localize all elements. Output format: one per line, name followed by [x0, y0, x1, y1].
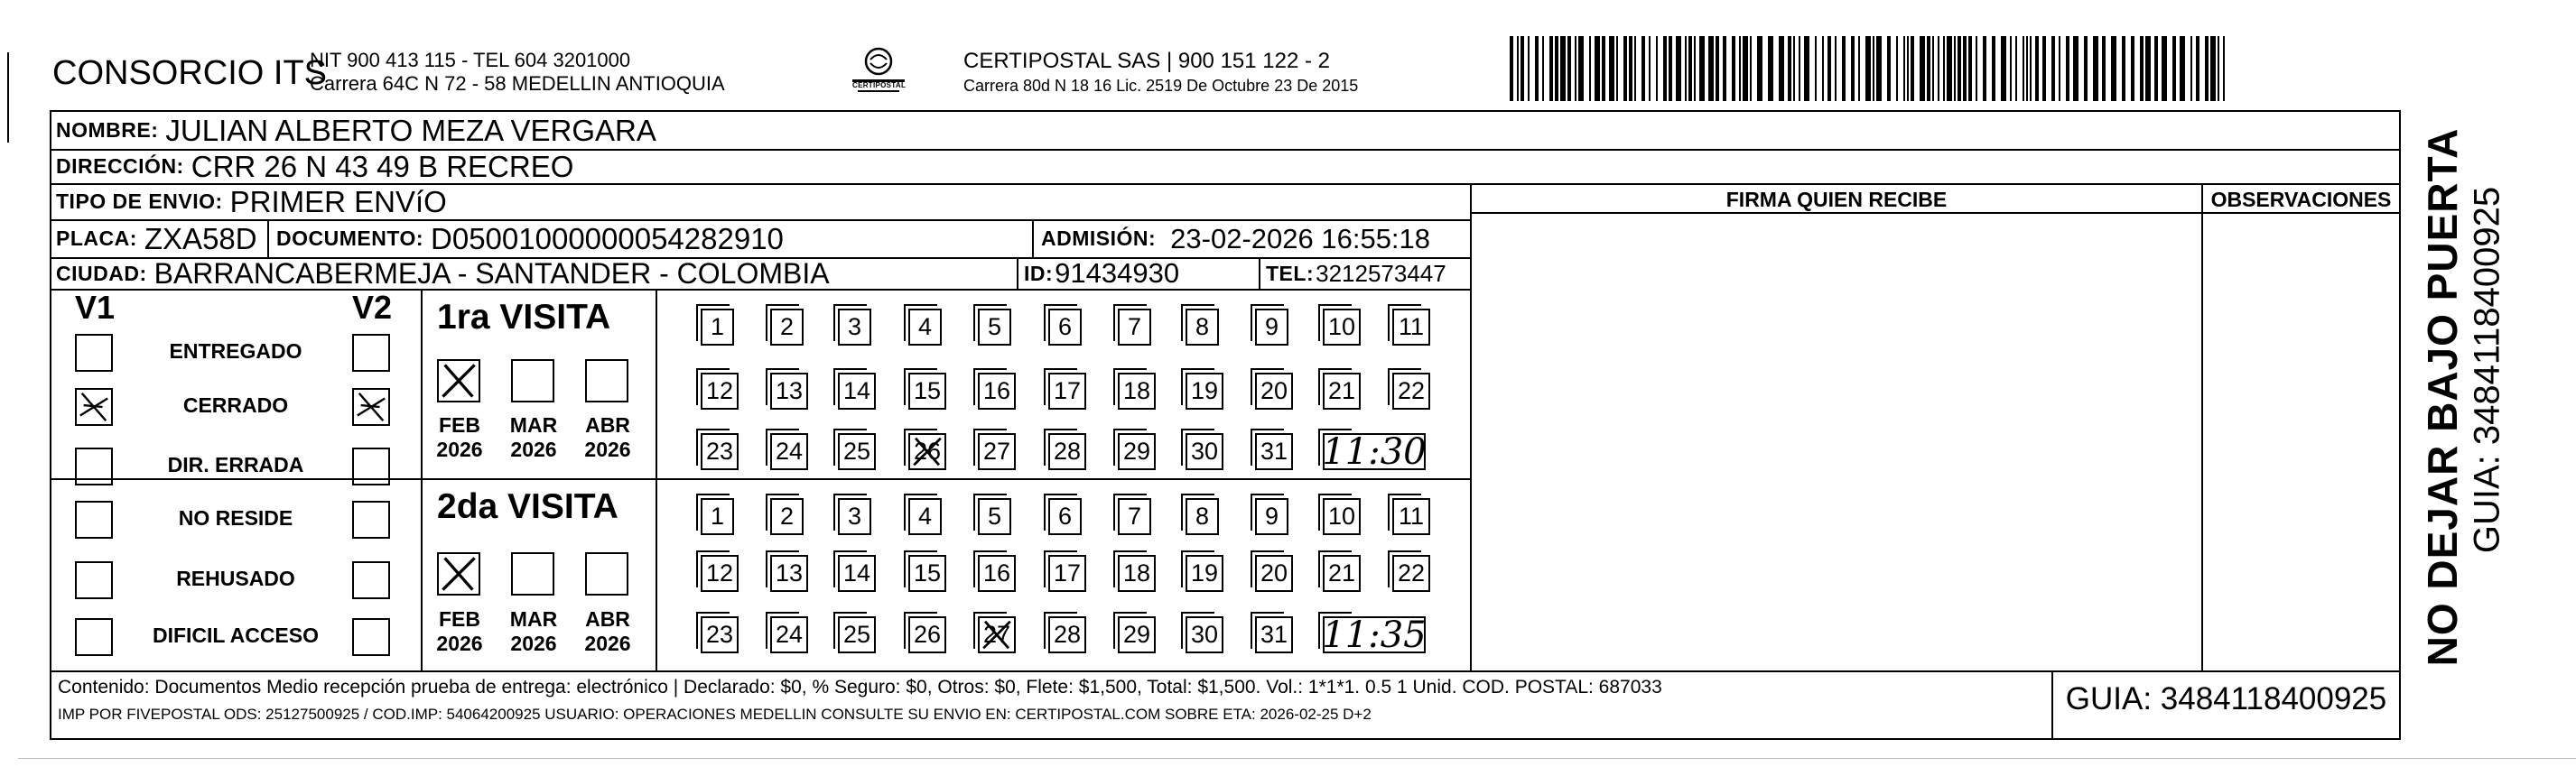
day-number: 16	[982, 559, 1011, 587]
month-name: FEB	[439, 413, 480, 437]
admision-value: 23-02-2026 16:55:18	[1170, 222, 1431, 254]
day-number: 26	[913, 438, 942, 465]
day-box[interactable]	[1392, 373, 1430, 410]
day-box[interactable]	[908, 433, 946, 470]
month-name: ABR	[585, 413, 630, 437]
carrier-address: Carrera 80d N 18 16 Lic. 2519 De Octubre 23 De 2015	[963, 77, 1359, 95]
day-box[interactable]	[978, 498, 1011, 535]
day-number: 26	[913, 621, 942, 648]
day-box[interactable]	[978, 309, 1011, 346]
day-number: 18	[1122, 377, 1151, 404]
day-box[interactable]	[701, 433, 739, 470]
handwritten-time: 11:35	[1322, 614, 1427, 656]
direccion-label: DIRECCIÓN:	[56, 154, 184, 178]
day-number: 29	[1122, 438, 1151, 465]
admision-label: ADMISIÓN:	[1041, 226, 1157, 250]
day-number: 10	[1327, 503, 1356, 530]
certipostal-logo	[849, 45, 908, 99]
time-box[interactable]	[1322, 430, 1427, 473]
day-box[interactable]	[1118, 433, 1156, 470]
day-box[interactable]	[1186, 616, 1223, 653]
month-checkbox[interactable]	[511, 552, 554, 596]
day-box[interactable]	[908, 373, 946, 410]
month-year: 2026	[584, 438, 631, 461]
day-box[interactable]	[838, 433, 876, 470]
day-box[interactable]	[1392, 555, 1430, 592]
month-checkbox[interactable]	[585, 552, 628, 596]
day-box[interactable]	[701, 373, 739, 410]
documento-value: D05001000000054282910	[431, 221, 784, 255]
day-box[interactable]	[838, 373, 876, 410]
month-label	[430, 607, 489, 656]
day-box[interactable]	[1186, 555, 1223, 592]
tel-value: 3212573447	[1316, 259, 1446, 287]
v1-checkbox[interactable]	[75, 501, 113, 539]
day-box[interactable]	[1255, 616, 1293, 653]
day-box[interactable]	[838, 309, 871, 346]
v1-header: V1	[75, 289, 116, 326]
day-box[interactable]	[1323, 373, 1361, 410]
x-mark-icon	[439, 361, 479, 401]
status-label: REHUSADO	[176, 567, 295, 590]
id-value: 91434930	[1055, 257, 1180, 289]
day-box[interactable]	[1392, 498, 1430, 535]
visit-title: 1ra VISITA	[437, 298, 611, 337]
day-box[interactable]	[1186, 433, 1223, 470]
day-box[interactable]	[1118, 616, 1156, 653]
day-number: 23	[705, 621, 734, 648]
day-number: 9	[1264, 313, 1279, 340]
nombre-value: JULIAN ALBERTO MEZA VERGARA	[165, 113, 656, 147]
x-mark-icon	[439, 554, 479, 594]
v1-checkbox[interactable]	[75, 561, 113, 599]
day-box[interactable]	[770, 498, 804, 535]
day-number: 19	[1190, 559, 1219, 587]
visit-title: 2da VISITA	[437, 487, 618, 526]
day-number: 27	[982, 438, 1011, 465]
company-name: CONSORCIO ITS	[52, 54, 328, 92]
day-box[interactable]	[978, 433, 1016, 470]
month-name: FEB	[439, 607, 480, 631]
month-year: 2026	[510, 632, 557, 655]
day-box[interactable]	[1048, 433, 1086, 470]
day-number: 18	[1122, 559, 1151, 587]
tel-label: TEL:	[1266, 261, 1315, 285]
day-box[interactable]	[1186, 373, 1223, 410]
day-box[interactable]	[701, 309, 734, 346]
day-number: 15	[913, 377, 942, 404]
day-box[interactable]	[908, 616, 946, 653]
day-number: 29	[1122, 621, 1151, 648]
day-box[interactable]	[1323, 309, 1361, 346]
day-box[interactable]	[978, 373, 1016, 410]
company-nit: NIT 900 413 115 - TEL 604 3201000	[310, 49, 631, 71]
day-number: 8	[1195, 503, 1210, 530]
day-number: 7	[1127, 313, 1142, 340]
day-number: 3	[847, 503, 862, 530]
company-address: Carrera 64C N 72 - 58 MEDELLIN ANTIOQUIA	[310, 72, 725, 95]
v2-checkbox[interactable]	[352, 618, 390, 656]
check-mark-icon	[77, 390, 111, 424]
day-number: 1	[710, 313, 725, 340]
logo-text: CERTIPOSTAL	[852, 81, 907, 89]
day-number: 13	[775, 559, 804, 587]
day-number: 5	[987, 503, 1002, 530]
day-number: 15	[913, 559, 942, 587]
v1-checkbox[interactable]	[75, 388, 113, 426]
day-number: 6	[1057, 503, 1073, 530]
day-box[interactable]	[701, 498, 734, 535]
day-number: 21	[1327, 559, 1356, 587]
day-number: 28	[1053, 438, 1082, 465]
day-box[interactable]	[1323, 555, 1361, 592]
status-label: DIR. ERRADA	[167, 453, 304, 476]
day-number: 4	[917, 503, 933, 530]
v2-checkbox[interactable]	[352, 561, 390, 599]
day-number: 16	[982, 377, 1011, 404]
signature-area[interactable]	[1472, 214, 2201, 670]
v2-checkbox[interactable]	[352, 334, 390, 372]
nombre-label: NOMBRE:	[56, 118, 159, 142]
v2-header: V2	[352, 289, 393, 326]
day-number: 1	[710, 503, 725, 530]
v2-checkbox[interactable]	[352, 501, 390, 539]
day-number: 4	[917, 313, 933, 340]
tipo-envio-label: TIPO DE ENVIO:	[56, 189, 223, 213]
day-number: 24	[775, 438, 804, 465]
day-number: 2	[779, 503, 795, 530]
day-box[interactable]	[770, 373, 808, 410]
day-box[interactable]	[770, 433, 808, 470]
day-number: 31	[1260, 621, 1288, 648]
month-name: ABR	[585, 607, 630, 631]
v1-checkbox[interactable]	[75, 448, 113, 485]
day-box[interactable]	[1118, 555, 1156, 592]
day-number: 10	[1327, 313, 1356, 340]
day-box[interactable]	[908, 555, 946, 592]
day-box[interactable]	[838, 555, 876, 592]
certipostal-logo-icon	[849, 45, 908, 99]
day-box[interactable]	[1048, 555, 1086, 592]
day-number: 25	[842, 621, 871, 648]
documento-label: DOCUMENTO:	[276, 226, 424, 250]
day-box[interactable]	[1186, 309, 1219, 346]
status-label: NO RESIDE	[178, 506, 293, 530]
status-label: ENTREGADO	[169, 339, 302, 363]
day-number: 25	[842, 438, 871, 465]
day-box[interactable]	[1048, 616, 1086, 653]
day-box[interactable]	[770, 616, 808, 653]
month-checkbox[interactable]	[511, 359, 554, 402]
month-year: 2026	[584, 632, 631, 655]
day-box[interactable]	[838, 498, 871, 535]
month-year: 2026	[510, 438, 557, 461]
day-number: 24	[775, 621, 804, 648]
day-number: 2	[779, 313, 795, 340]
day-box[interactable]	[1186, 498, 1219, 535]
firma-header: FIRMA QUIEN RECIBE	[1725, 188, 1948, 211]
day-number: 31	[1260, 438, 1288, 465]
day-box[interactable]	[1255, 373, 1293, 410]
month-year: 2026	[436, 438, 483, 461]
v1-checkbox[interactable]	[75, 334, 113, 372]
month-label	[578, 607, 637, 656]
x-mark-icon	[980, 618, 1014, 651]
day-number: 12	[705, 559, 734, 587]
day-box[interactable]	[1118, 309, 1151, 346]
footer-guia: GUIA: 3484118400925	[2065, 681, 2387, 716]
day-box[interactable]	[978, 616, 1016, 653]
day-number: 30	[1190, 438, 1219, 465]
day-number: 11	[1398, 313, 1425, 340]
v2-checkbox[interactable]	[352, 448, 390, 485]
day-box[interactable]	[1255, 555, 1293, 592]
status-label: CERRADO	[182, 393, 289, 417]
footer-line1: Contenido: Documentos Medio recepción prueba de entrega: electrónico | Declarado: $0, % Seguro: $0, Otros: $0, Flete: $1,500, Total: $1,500. Vol.: 1*1*1. 0.5 1 Unid. COD. POSTAL: 687033	[58, 677, 1662, 698]
tipo-envio-value: PRIMER ENVíO	[229, 184, 447, 218]
day-number: 17	[1053, 559, 1082, 587]
ciudad-value: BARRANCABERMEJA - SANTANDER - COLOMBIA	[153, 256, 830, 290]
observaciones-area[interactable]	[2203, 214, 2399, 670]
month-label	[504, 413, 563, 462]
v2-checkbox[interactable]	[352, 388, 390, 426]
day-number: 20	[1260, 559, 1288, 587]
day-number: 13	[775, 377, 804, 404]
day-box[interactable]	[1118, 498, 1151, 535]
month-label	[578, 413, 637, 462]
day-box[interactable]	[1118, 373, 1156, 410]
day-box[interactable]	[1392, 309, 1430, 346]
month-checkbox[interactable]	[437, 359, 480, 402]
day-box[interactable]	[1255, 309, 1288, 346]
month-name: MAR	[509, 607, 558, 631]
status-label: DIFICIL ACCESO	[152, 624, 319, 647]
footer-line2: IMP POR FIVEPOSTAL ODS: 25127500925 / COD.IMP: 54064200925 USUARIO: OPERACIONES MEDELLIN CONSULTE SU ENVIO EN: CERTIPOSTAL.COM SOBRE ETA: 2026-02-25 D+2	[58, 706, 1372, 723]
day-box[interactable]	[978, 555, 1016, 592]
day-number: 19	[1190, 377, 1219, 404]
handwritten-time: 11:30	[1322, 430, 1427, 473]
check-mark-icon	[354, 390, 388, 424]
day-number: 7	[1127, 503, 1142, 530]
direccion-value: CRR 26 N 43 49 B RECREO	[191, 149, 574, 183]
day-number: 30	[1190, 621, 1219, 648]
placa-value: ZXA58D	[144, 221, 257, 255]
day-box[interactable]	[1255, 498, 1288, 535]
day-number: 12	[705, 377, 734, 404]
day-box[interactable]	[1048, 498, 1082, 535]
day-number: 17	[1053, 377, 1082, 404]
day-box[interactable]	[1323, 498, 1361, 535]
day-number: 14	[842, 377, 871, 404]
day-number: 14	[842, 559, 871, 587]
month-year: 2026	[436, 632, 483, 655]
day-box[interactable]	[1255, 433, 1293, 470]
day-box[interactable]	[1048, 373, 1086, 410]
day-box[interactable]	[838, 616, 876, 653]
day-number: 5	[987, 313, 1002, 340]
id-label: ID:	[1024, 261, 1054, 285]
ciudad-label: CIUDAD:	[56, 261, 147, 285]
month-checkbox[interactable]	[437, 552, 480, 596]
v1-checkbox[interactable]	[75, 618, 113, 656]
day-number: 22	[1397, 377, 1426, 404]
side-guia: GUIA: 3484118400925	[2467, 186, 2507, 554]
day-box[interactable]	[1048, 309, 1082, 346]
day-number: 11	[1398, 503, 1425, 530]
month-label	[430, 413, 489, 462]
day-box[interactable]	[701, 555, 739, 592]
day-number: 9	[1264, 503, 1279, 530]
time-box[interactable]	[1322, 614, 1427, 656]
day-number: 20	[1260, 377, 1288, 404]
day-box[interactable]	[908, 498, 942, 535]
x-mark-icon	[910, 435, 944, 468]
day-box[interactable]	[701, 616, 739, 653]
day-number: 28	[1053, 621, 1082, 648]
day-number: 8	[1195, 313, 1210, 340]
month-name: MAR	[509, 413, 558, 437]
day-number: 27	[982, 621, 1011, 648]
day-number: 6	[1057, 313, 1073, 340]
day-box[interactable]	[770, 555, 808, 592]
placa-label: PLACA:	[56, 226, 137, 250]
no-dejar-bajo-puerta: NO DEJAR BAJO PUERTA	[2419, 127, 2466, 667]
barcode	[1510, 36, 2226, 101]
month-label	[504, 607, 563, 656]
day-number: 23	[705, 438, 734, 465]
day-number: 21	[1327, 377, 1356, 404]
day-box[interactable]	[770, 309, 804, 346]
carrier-name: CERTIPOSTAL SAS | 900 151 122 - 2	[963, 49, 1330, 73]
month-checkbox[interactable]	[585, 359, 628, 402]
day-box[interactable]	[908, 309, 942, 346]
day-number: 3	[847, 313, 862, 340]
observaciones-header: OBSERVACIONES	[2210, 188, 2392, 211]
day-number: 22	[1397, 559, 1426, 587]
